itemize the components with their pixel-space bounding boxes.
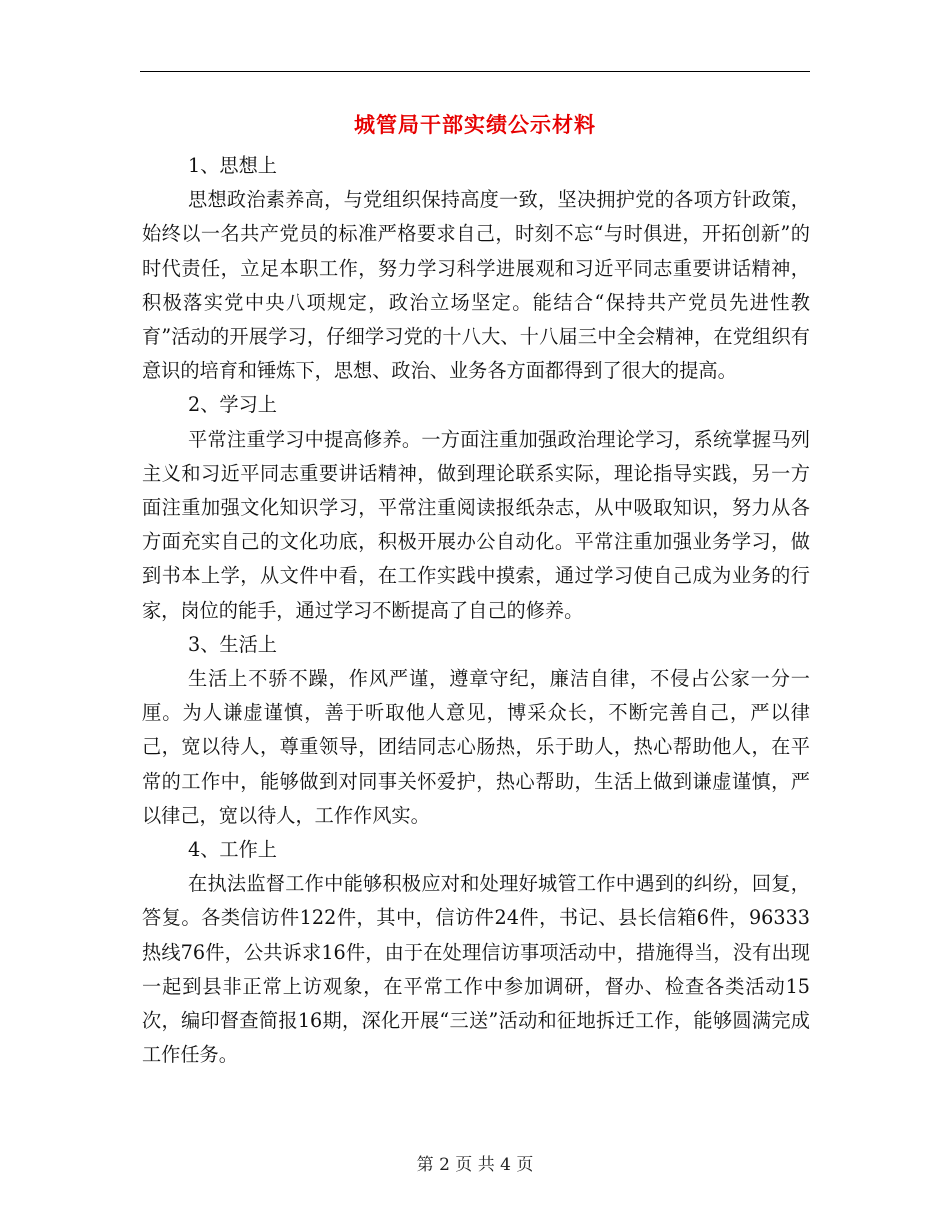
- document-body: [142, 149, 810, 1072]
- header-rule: [140, 71, 810, 72]
- section-heading-work: 4、工作上: [188, 838, 277, 862]
- section-heading-study: 2、学习上: [188, 393, 277, 417]
- section-paragraph-study: 平常注重学习中提高修养。一方面注重加强政治理论学习，系统掌握马列主义和习近平同志重要讲话精神，做到理论联系实际，理论指导实践，另一方面注重加强文化知识学习，平常注重阅读报纸杂志，从中吸取知识，努力从各方面充实自己的文化功底，积极开展办公自动化。平常注重加强业务学习，做到书本上学，从文件中看，在工作实践中摸索，通过学习使自己成为业务的行家，岗位的能手，通过学习不断提高了自己的修养。: [142, 427, 810, 622]
- section-heading-life: 3、生活上: [188, 632, 277, 656]
- section-heading-thought: 1、思想上: [188, 154, 277, 177]
- page-number-footer: 第 2 页 共 4 页: [416, 1155, 534, 1175]
- section-paragraph-life: 生活上不骄不躁，作风严谨，遵章守纪，廉洁自律，不侵占公家一分一厘。为人谦虚谨慎，善于听取他人意见，博采众长，不断完善自己，严以律己，宽以待人，尊重领导，团结同志心肠热，乐于助人，热心帮助他人，在平常的工作中，能够做到对同事关怀爱护，热心帮助，生活上做到谦虚谨慎，严以律己，宽以待人，工作作风实。: [142, 667, 810, 827]
- section-paragraph-thought: 思想政治素养高，与党组织保持高度一致，坚决拥护党的各项方针政策，始终以一名共产党员的标准严格要求自己，时刻不忘“与时俱进，开拓创新”的时代责任，立足本职工作，努力学习科学进展观和习近平同志重要讲话精神，积极落实党中央八项规定，政治立场坚定。能结合“保持共产党员先进性教育”活动的开展学习，仔细学习党的十八大、十八届三中全会精神，在党组织有意识的培育和锤炼下，思想、政治、业务各方面都得到了很大的提高。: [142, 188, 810, 383]
- document-title: 城管局干部实绩公示材料: [354, 113, 596, 137]
- section-paragraph-work: 在执法监督工作中能够积极应对和处理好城管工作中遇到的纠纷，回复，答复。各类信访件122件，其中，信访件24件，书记、县长信箱6件，96333热线76件，公共诉求16件，由于在处理信访事项活动中，措施得当，没有出现一起到县非正常上访观象，在平常工作中参加调研，督办、检查各类活动15次，编印督查简报16期，深化开展“三送”活动和征地拆迁工作，能够圆满完成工作任务。: [142, 872, 810, 1067]
